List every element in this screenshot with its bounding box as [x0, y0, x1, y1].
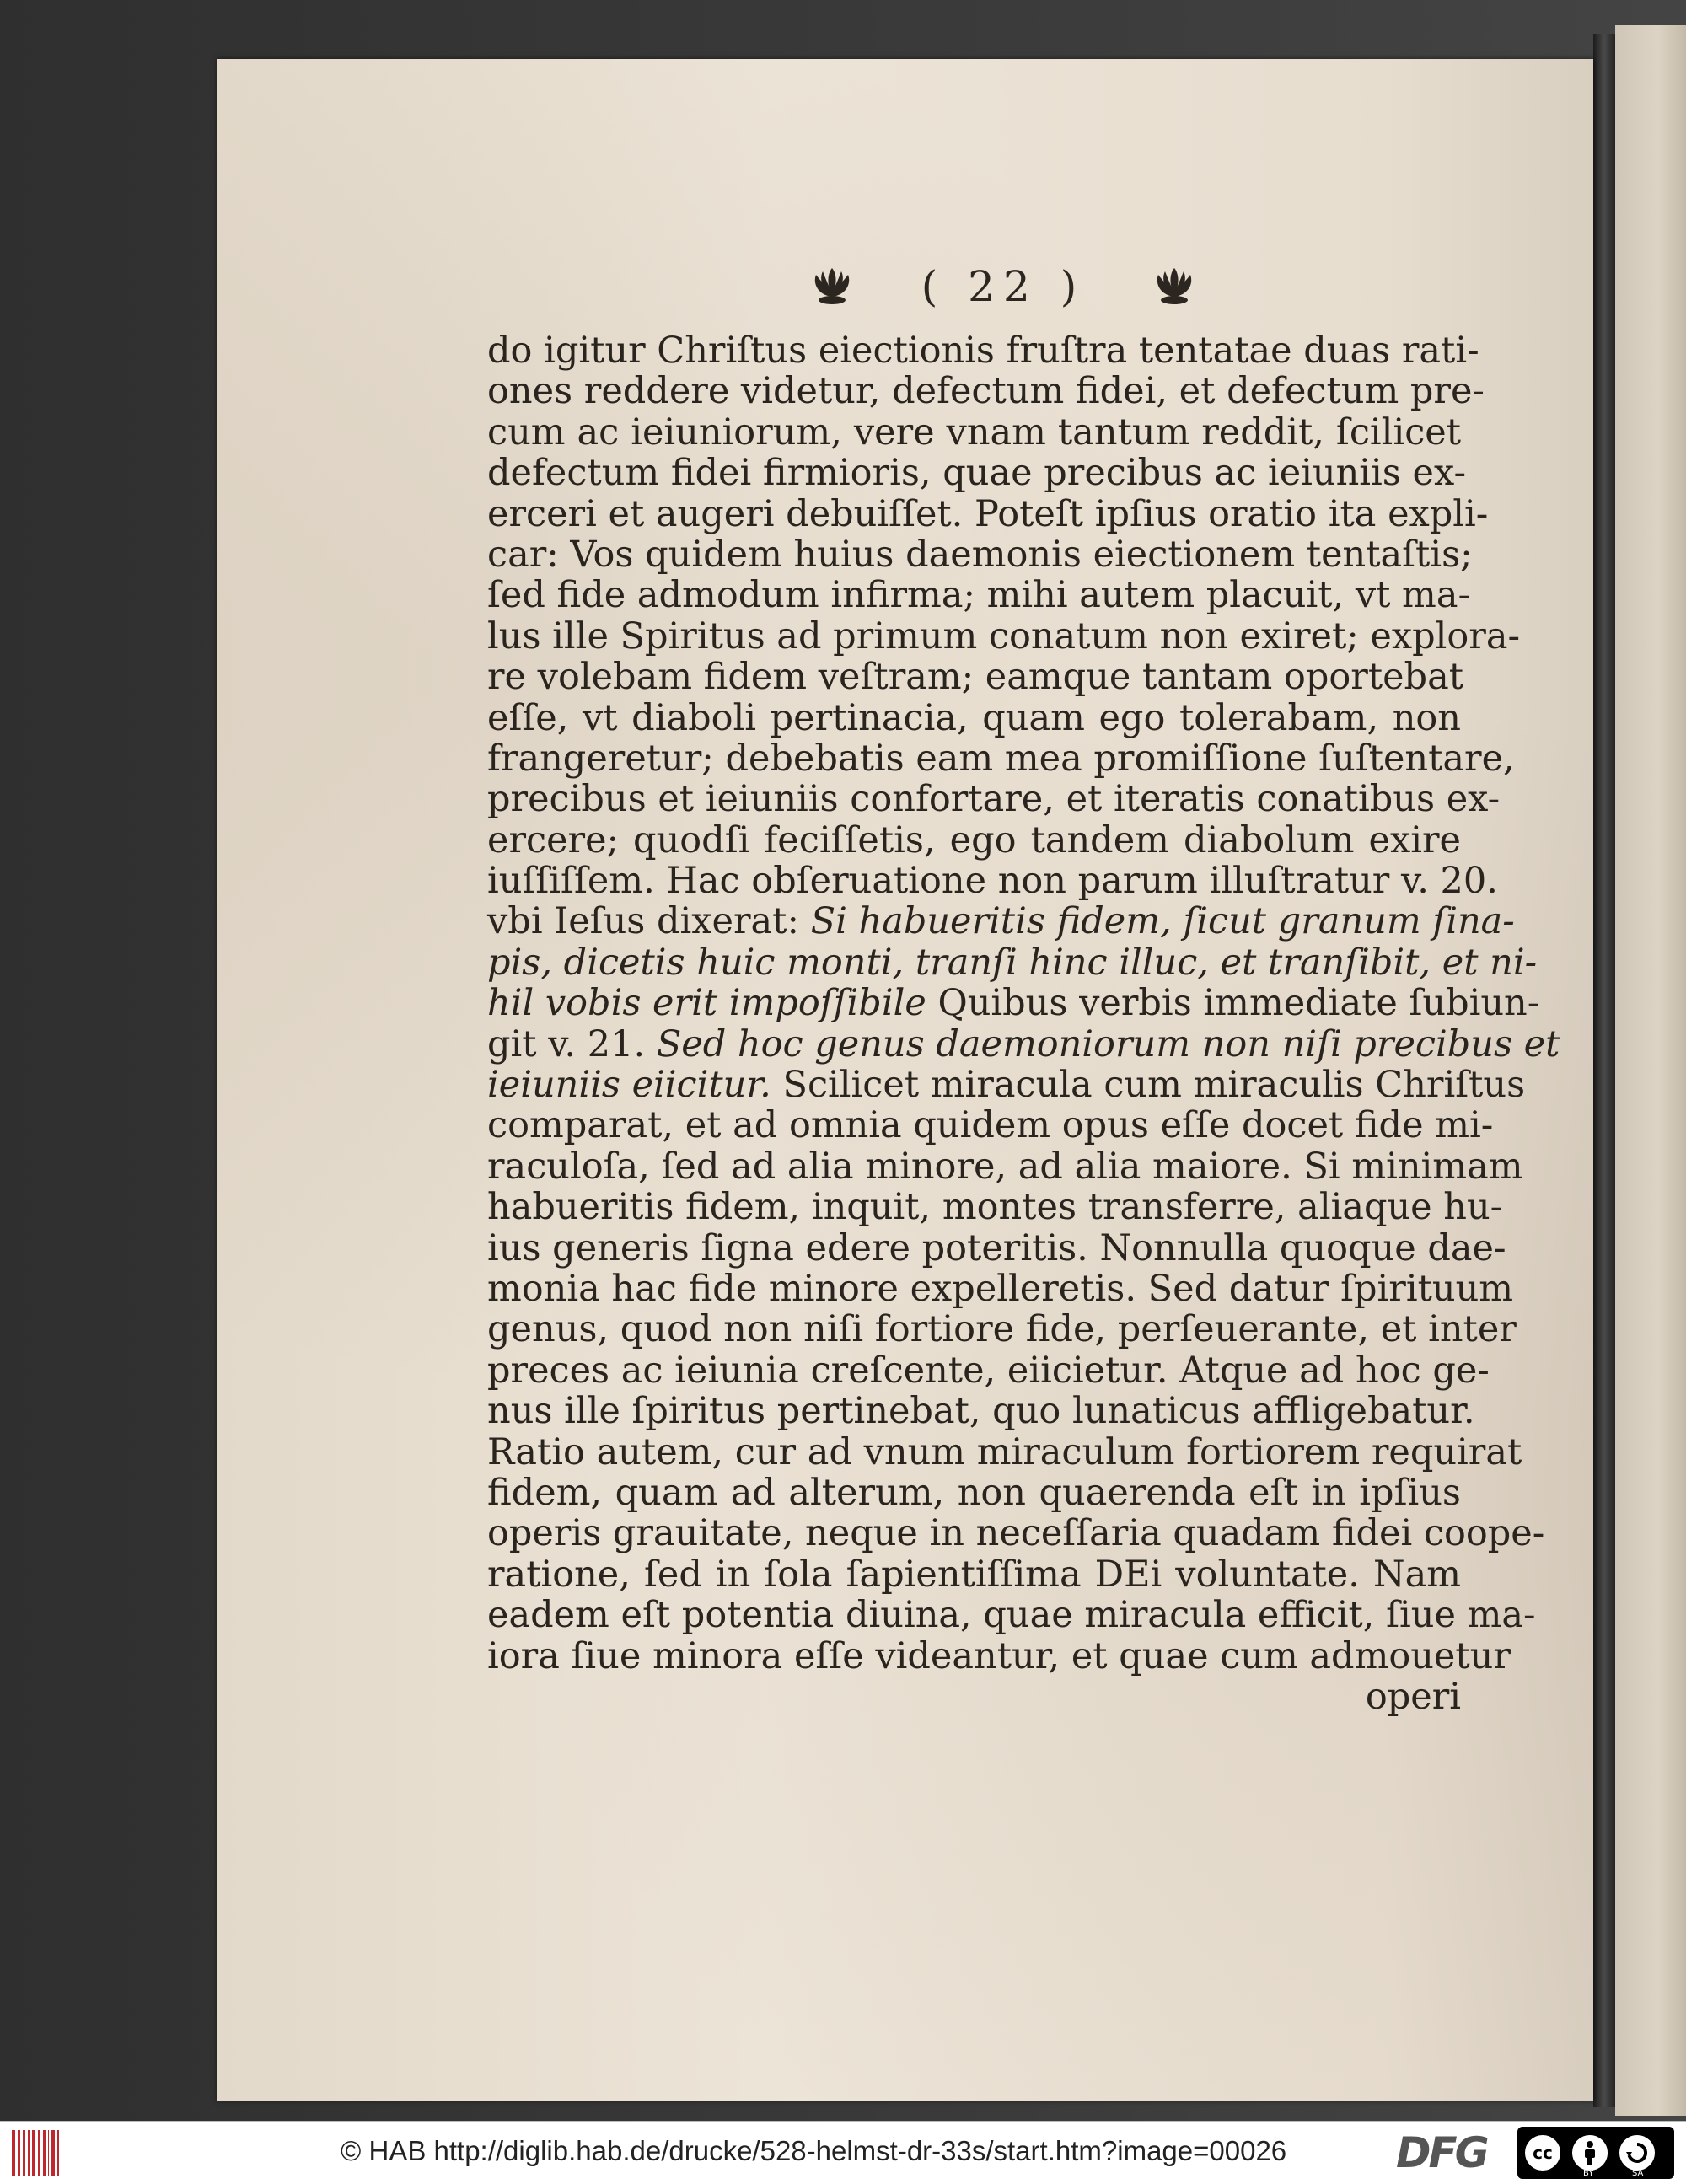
line-text: frangeretur; debebatis eam mea promiſſione ſuſtentare, [487, 737, 1515, 780]
share-alike-icon [1617, 2133, 1657, 2173]
text-line [487, 1594, 1536, 1637]
page-header [809, 253, 1197, 320]
barcode-stripe [38, 2130, 40, 2176]
italic-text: pis, dicetis huic monti, tranſi hinc illuc, et tranſibit, et ni- [487, 941, 1538, 984]
text-line [487, 982, 1540, 1025]
line-text: Ratio autem, cur ad vnum miraculum fortiorem requirat [487, 1430, 1522, 1473]
line-text: cum ac ieiuniorum, vere vnam tantum reddit, ſcilicet [487, 411, 1461, 453]
book-gutter [1593, 34, 1615, 2107]
italic-text: Sed hoc genus daemoniorum non niſi precibus et [656, 1022, 1560, 1065]
text-line [487, 452, 1466, 495]
text-line [487, 1022, 1560, 1065]
ornament-right-icon [1152, 264, 1197, 309]
barcode-stripe [23, 2130, 26, 2176]
line-text: car: Vos quidem huius daemonis eiectionem tentaſtis; [487, 533, 1473, 576]
text-line [487, 1145, 1523, 1188]
line-text: habueritis fidem, inquit, montes transferre, aliaque hu- [487, 1186, 1503, 1229]
ornament-left-icon [809, 264, 855, 309]
text-line [487, 657, 1461, 697]
copyright-link[interactable]: © HAB http://diglib.hab.de/drucke/528-helmst-dr-33s/start.htm?image=00026 [341, 2135, 1287, 2166]
text-line [487, 533, 1473, 576]
sa-label: SA [1632, 2169, 1644, 2178]
text-line [487, 820, 1461, 861]
line-text: eadem eſt potentia diuina, quae miracula efficit, ſiue ma- [487, 1594, 1536, 1637]
cc-icon: cc [1522, 2133, 1563, 2173]
line-text: re volebam fidem veſtram; eamque tantam oportebat [487, 656, 1463, 699]
text-line [487, 1430, 1522, 1473]
hab-barcode-icon [12, 2130, 59, 2176]
text-line [487, 737, 1515, 780]
by-label: BY [1583, 2169, 1594, 2178]
line-text: ercere; quodſi feciſſetis, ego tandem diabolum exire [487, 818, 1461, 861]
text-line [487, 1186, 1503, 1229]
line-text: nus ille ſpiritus pertinebat, quo lunaticus affligebatur. [487, 1390, 1475, 1433]
text-line [487, 1064, 1526, 1107]
text-line [487, 1554, 1461, 1595]
text-line [487, 1308, 1517, 1351]
line-text: monia hac fide minore expelleretis. Sed datur ſpirituum [487, 1267, 1514, 1310]
barcode-stripe [51, 2130, 55, 2176]
line-text: ratione, ſed in ſola ſapientiſſima DEi voluntate. Nam [487, 1553, 1461, 1596]
italic-text: Si habueritis fidem, ſicut granum ſina- [810, 900, 1515, 943]
line-text: raculoſa, ſed ad alia minore, ad alia maiore. Si minimam [487, 1145, 1523, 1188]
text-line [487, 492, 1489, 535]
line-text: git v. 21. [487, 1022, 657, 1065]
line-text: defectum fidei firmioris, quae precibus ac ieiuniis ex- [487, 452, 1466, 495]
line-text: erceri et augeri debuiſſet. Poteſt ipſius oratio ita expli- [487, 492, 1489, 535]
line-text: Scilicet miracula cum miraculis Chriſtus [771, 1064, 1526, 1107]
text-line [487, 698, 1461, 738]
barcode-stripe [57, 2130, 59, 2176]
line-text: do igitur Chriſtus eiectionis fruſtra tentatae duas rati- [487, 330, 1479, 372]
line-text: iuſſiſſem. Hac obſeruatione non parum illuſtratur v. 20. [487, 860, 1498, 903]
barcode-stripe [32, 2130, 35, 2176]
line-text: ſed fide admodum infirma; mihi autem placuit, vt ma- [487, 574, 1470, 617]
text-line [487, 1473, 1461, 1513]
barcode-stripe [48, 2130, 49, 2176]
text-line [487, 574, 1470, 617]
text-line [487, 778, 1501, 821]
line-text: fidem, quam ad alterum, non quaerenda eſt in ipſius [487, 1471, 1461, 1514]
italic-text: hil vobis erit impoſſibile [487, 982, 926, 1025]
text-line [487, 1390, 1475, 1433]
text-line [487, 1226, 1506, 1269]
line-text: preces ac ieiunia creſcente, eiicietur. Atque ad hoc ge- [487, 1349, 1490, 1392]
text-line [487, 900, 1515, 943]
text-line [487, 330, 1479, 372]
line-text: lus ille Spiritus ad primum conatum non exiret; explora- [487, 614, 1521, 657]
facing-page-edge [1615, 25, 1686, 2116]
line-text: operis grauitate, neque in neceſſaria quadam fidei coope- [487, 1512, 1545, 1555]
barcode-stripe [43, 2130, 46, 2176]
text-line [487, 1634, 1511, 1677]
line-text: genus, quod non niſi fortiore fide, perſeuerante, et inter [487, 1308, 1517, 1351]
text-line [487, 614, 1521, 657]
line-text: iora ſiue minora eſſe videantur, et quae cum admouetur [487, 1634, 1511, 1677]
by-attribution-icon [1570, 2133, 1610, 2173]
line-text: ius generis ſigna edere poteritis. Nonnulla quoque dae- [487, 1226, 1506, 1269]
barcode-stripe [28, 2130, 29, 2176]
viewer-footer [0, 2121, 1686, 2184]
italic-text: ieiuniis eiicitur. [487, 1064, 771, 1107]
text-line [487, 1349, 1490, 1392]
text-line [487, 370, 1485, 413]
page-body-text [487, 330, 1560, 1718]
barcode-stripe [12, 2130, 15, 2176]
barcode-stripe [18, 2130, 19, 2176]
text-line [487, 1104, 1494, 1147]
page-number: ( 22 ) [921, 262, 1086, 311]
text-line [487, 1512, 1545, 1555]
line-text: Quibus verbis immediate ſubiun- [926, 982, 1540, 1025]
text-line [487, 860, 1498, 903]
line-text: precibus et ieiuniis confortare, et iteratis conatibus ex- [487, 778, 1501, 821]
line-text: vbi Ieſus dixerat: [487, 900, 811, 943]
cc-license-badge[interactable] [1517, 2127, 1674, 2179]
text-line [487, 941, 1538, 984]
text-line [487, 1267, 1514, 1310]
text-line [487, 1677, 1461, 1717]
dfg-logo[interactable]: DFG [1396, 2128, 1487, 2177]
line-text: eſſe, vt diaboli pertinacia, quam ego tolerabam, non [487, 696, 1461, 739]
line-text: operi [1365, 1675, 1461, 1718]
line-text: comparat, et ad omnia quidem opus eſſe docet fide mi- [487, 1104, 1494, 1147]
line-text: ones reddere videtur, defectum fidei, et defectum pre- [487, 370, 1485, 413]
text-line [487, 412, 1461, 453]
